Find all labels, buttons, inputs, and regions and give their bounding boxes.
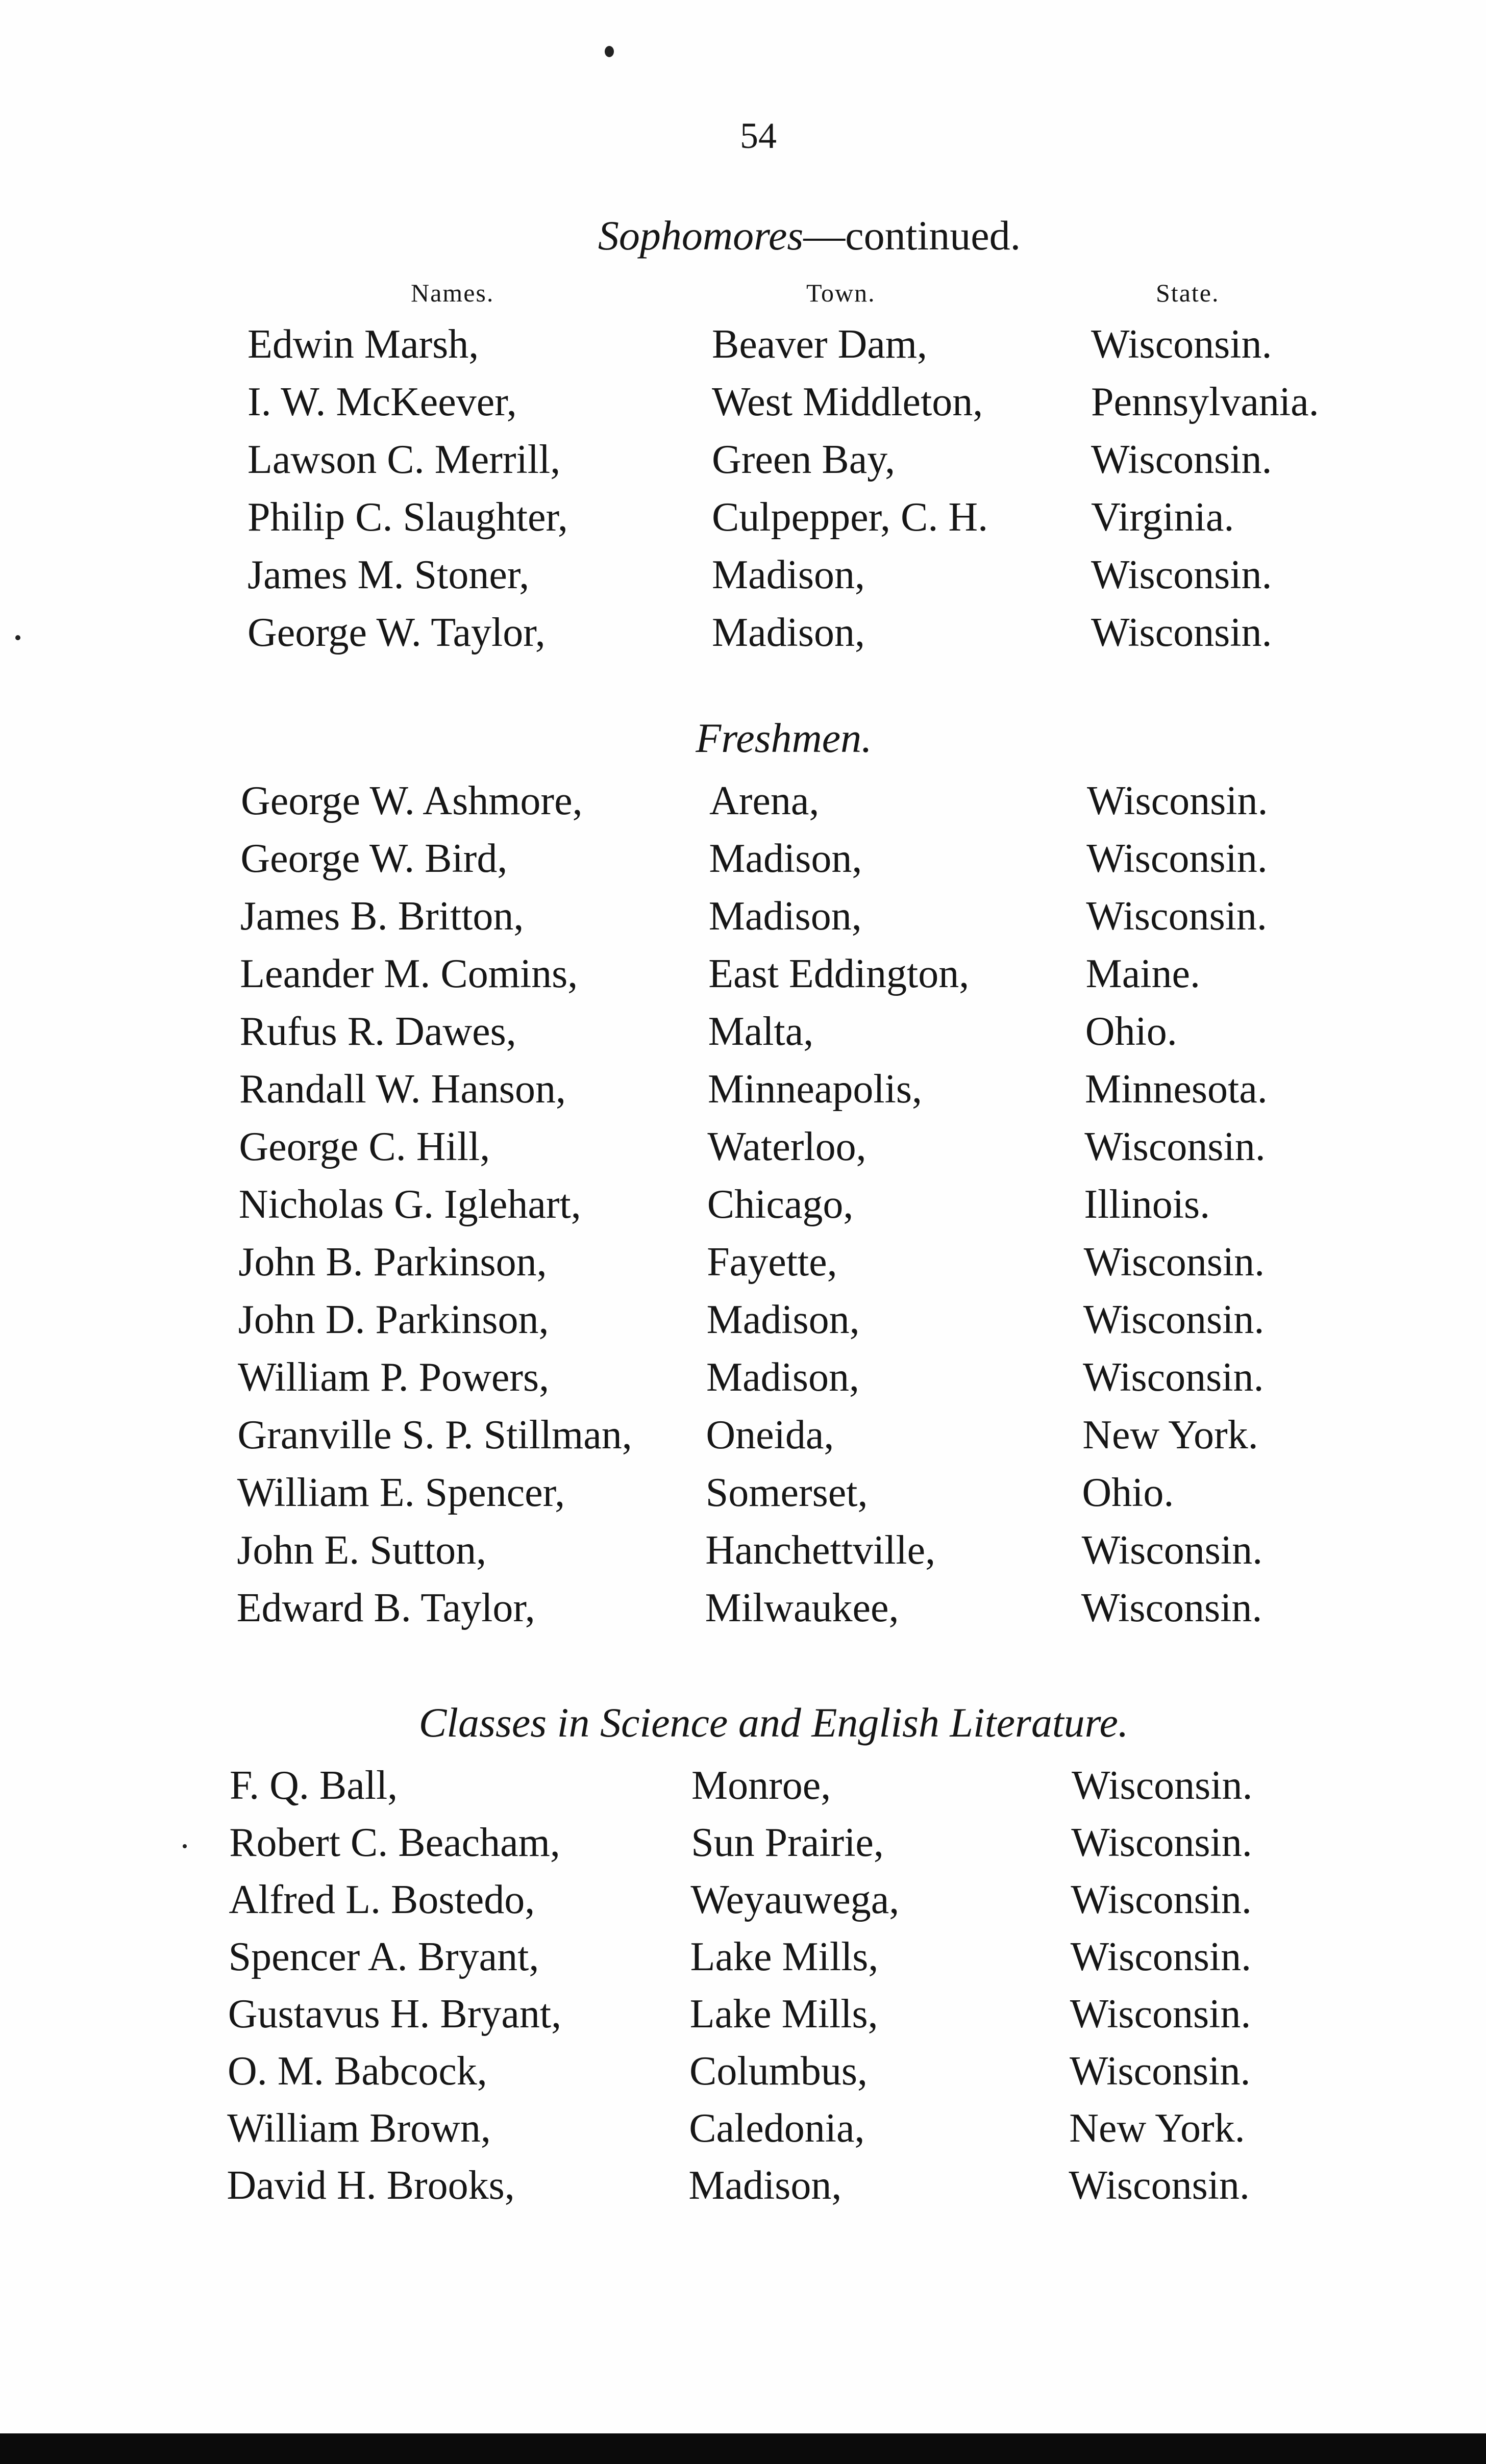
cell-state: Wisconsin. bbox=[1069, 2163, 1250, 2208]
cell-town: Milwaukee, bbox=[705, 1586, 899, 1630]
cell-state: Wisconsin. bbox=[1081, 1528, 1263, 1573]
table-row bbox=[0, 437, 1486, 494]
cell-state: Wisconsin. bbox=[1091, 437, 1272, 482]
table-row bbox=[0, 494, 1486, 551]
cell-state: Wisconsin. bbox=[1091, 610, 1272, 655]
cell-state: Wisconsin. bbox=[1072, 1763, 1253, 1808]
page-number: 54 bbox=[740, 115, 777, 156]
table-row bbox=[0, 1877, 1486, 1934]
cell-state: Wisconsin. bbox=[1091, 552, 1272, 597]
table-row bbox=[0, 2105, 1486, 2163]
section-title-freshmen-text: Freshmen. bbox=[696, 715, 872, 761]
cell-town: Arena, bbox=[709, 778, 820, 823]
cell-state: Wisconsin. bbox=[1083, 1355, 1264, 1400]
cell-town: Caledonia, bbox=[689, 2106, 865, 2151]
table-row bbox=[0, 1354, 1486, 1412]
cell-town: Minneapolis, bbox=[708, 1067, 922, 1112]
cell-town: West Middleton, bbox=[712, 380, 983, 424]
section-title-sophomores-rest: —continued. bbox=[803, 212, 1021, 259]
cell-state: Ohio. bbox=[1082, 1470, 1174, 1515]
table-row bbox=[0, 1470, 1486, 1527]
cell-name: John B. Parkinson, bbox=[238, 1240, 547, 1285]
table-row bbox=[0, 1820, 1486, 1877]
table-row bbox=[0, 1763, 1486, 1820]
cell-town: Chicago, bbox=[707, 1182, 854, 1227]
table-row bbox=[0, 552, 1486, 609]
cell-town: Lake Mills, bbox=[689, 1992, 878, 2036]
cell-town: Culpepper, C. H. bbox=[712, 495, 988, 540]
table-row bbox=[0, 778, 1486, 835]
cell-town: Green Bay, bbox=[712, 437, 896, 482]
table-row bbox=[0, 1527, 1486, 1585]
cell-state: Wisconsin. bbox=[1087, 778, 1268, 823]
cell-name: Edward B. Taylor, bbox=[236, 1586, 535, 1630]
cell-town: Madison, bbox=[706, 1355, 859, 1400]
cell-state: New York. bbox=[1082, 1413, 1258, 1457]
table-row bbox=[0, 2048, 1486, 2105]
cell-name: James B. Britton, bbox=[240, 894, 524, 939]
cell-name: Leander M. Comins, bbox=[240, 951, 578, 996]
cell-name: Lawson C. Merrill, bbox=[247, 437, 561, 482]
cell-state: Ohio. bbox=[1085, 1009, 1177, 1054]
section-title-science-text: Classes in Science and English Literature. bbox=[418, 1699, 1129, 1746]
cell-state: Virginia. bbox=[1091, 495, 1234, 540]
cell-town: Waterloo, bbox=[707, 1124, 866, 1169]
cell-state: Wisconsin. bbox=[1083, 1240, 1265, 1285]
ink-speck-top bbox=[605, 46, 614, 57]
section-title-science bbox=[0, 1699, 1486, 1747]
table-row bbox=[0, 2163, 1486, 2220]
cell-town: Monroe, bbox=[691, 1763, 831, 1808]
cell-name: O. M. Babcock, bbox=[228, 2049, 487, 2094]
cell-name: William E. Spencer, bbox=[237, 1470, 565, 1515]
cell-state: Wisconsin. bbox=[1081, 1586, 1262, 1630]
cell-state: Wisconsin. bbox=[1086, 894, 1267, 939]
cell-town: Beaver Dam, bbox=[712, 322, 928, 367]
cell-town: Madison, bbox=[688, 2163, 842, 2208]
cell-state: Wisconsin. bbox=[1086, 836, 1268, 881]
table-row bbox=[0, 1585, 1486, 1642]
table-row bbox=[0, 1934, 1486, 1991]
cell-name: Randall W. Hanson, bbox=[239, 1067, 566, 1112]
cell-town: Weyauwega, bbox=[690, 1877, 900, 1922]
cell-town: Madison, bbox=[709, 836, 862, 881]
cell-name: I. W. McKeever, bbox=[247, 380, 517, 424]
cell-name: Edwin Marsh, bbox=[247, 322, 479, 367]
table-row bbox=[0, 1991, 1486, 2048]
cell-town: Oneida, bbox=[706, 1413, 834, 1457]
cell-town: Malta, bbox=[708, 1009, 814, 1054]
table-row bbox=[0, 1297, 1486, 1354]
cell-state: Wisconsin. bbox=[1070, 1992, 1251, 2036]
cell-name: John D. Parkinson, bbox=[238, 1297, 549, 1342]
table-row bbox=[0, 610, 1486, 667]
table-row bbox=[0, 1412, 1486, 1469]
column-header-town: Town. bbox=[806, 279, 876, 307]
cell-name: John E. Sutton, bbox=[237, 1528, 487, 1573]
cell-state: Wisconsin. bbox=[1070, 2049, 1251, 2094]
cell-name: George W. Taylor, bbox=[247, 610, 546, 655]
cell-name: Robert C. Beacham, bbox=[229, 1820, 560, 1865]
cell-state: Wisconsin. bbox=[1084, 1124, 1266, 1169]
table-row bbox=[0, 379, 1486, 436]
column-header-state: State. bbox=[1156, 279, 1220, 307]
cell-town: Sun Prairie, bbox=[691, 1820, 884, 1865]
section-title-sophomores bbox=[0, 212, 1486, 260]
cell-state: New York. bbox=[1069, 2106, 1245, 2151]
cell-state: Minnesota. bbox=[1085, 1067, 1268, 1112]
table-row bbox=[0, 1181, 1486, 1239]
cell-state: Wisconsin. bbox=[1071, 1877, 1252, 1922]
cell-state: Maine. bbox=[1085, 951, 1200, 996]
cell-name: James M. Stoner, bbox=[247, 552, 530, 597]
section-title-sophomores-italic: Sophomores bbox=[598, 212, 804, 259]
cell-name: Nicholas G. Iglehart, bbox=[238, 1182, 581, 1227]
cell-town: Madison, bbox=[708, 894, 862, 939]
cell-town: Madison, bbox=[712, 552, 865, 597]
cell-state: Pennsylvania. bbox=[1091, 380, 1319, 424]
column-header-names: Names. bbox=[411, 279, 494, 307]
cell-town: Madison, bbox=[706, 1297, 860, 1342]
cell-name: Philip C. Slaughter, bbox=[247, 495, 568, 540]
cell-town: Columbus, bbox=[689, 2049, 868, 2094]
cell-town: Lake Mills, bbox=[690, 1934, 879, 1979]
cell-name: Granville S. P. Stillman, bbox=[237, 1413, 632, 1457]
cell-name: William Brown, bbox=[227, 2106, 491, 2151]
cell-town: East Eddington, bbox=[708, 951, 970, 996]
cell-name: David H. Brooks, bbox=[227, 2163, 515, 2208]
section-title-freshmen bbox=[0, 714, 1486, 762]
table-row bbox=[0, 1066, 1486, 1123]
cell-state: Wisconsin. bbox=[1091, 322, 1272, 367]
cell-state: Wisconsin. bbox=[1083, 1297, 1265, 1342]
cell-state: Illinois. bbox=[1084, 1182, 1210, 1227]
table-row bbox=[0, 1009, 1486, 1066]
cell-name: George C. Hill, bbox=[239, 1124, 490, 1169]
column-headers bbox=[0, 278, 1486, 314]
cell-town: Somerset, bbox=[705, 1470, 868, 1515]
cell-state: Wisconsin. bbox=[1071, 1820, 1252, 1865]
cell-name: Gustavus H. Bryant, bbox=[228, 1992, 562, 2036]
cell-name: George W. Bird, bbox=[240, 836, 508, 881]
table-row bbox=[0, 893, 1486, 950]
cell-name: George W. Ashmore, bbox=[241, 778, 583, 823]
cell-town: Hanchettville, bbox=[705, 1528, 936, 1573]
cell-name: Rufus R. Dawes, bbox=[239, 1009, 516, 1054]
table-row bbox=[0, 951, 1486, 1008]
cell-name: Spencer A. Bryant, bbox=[228, 1934, 539, 1979]
table-row bbox=[0, 321, 1486, 379]
cell-town: Madison, bbox=[712, 610, 865, 655]
table-row bbox=[0, 1239, 1486, 1296]
cell-town: Fayette, bbox=[707, 1240, 837, 1285]
cell-name: William P. Powers, bbox=[238, 1355, 550, 1400]
table-row bbox=[0, 1124, 1486, 1181]
cell-state: Wisconsin. bbox=[1070, 1934, 1252, 1979]
cell-name: Alfred L. Bostedo, bbox=[229, 1877, 535, 1922]
cell-name: F. Q. Ball, bbox=[230, 1763, 398, 1808]
scan-bottom-edge bbox=[0, 2433, 1486, 2464]
table-row bbox=[0, 836, 1486, 893]
